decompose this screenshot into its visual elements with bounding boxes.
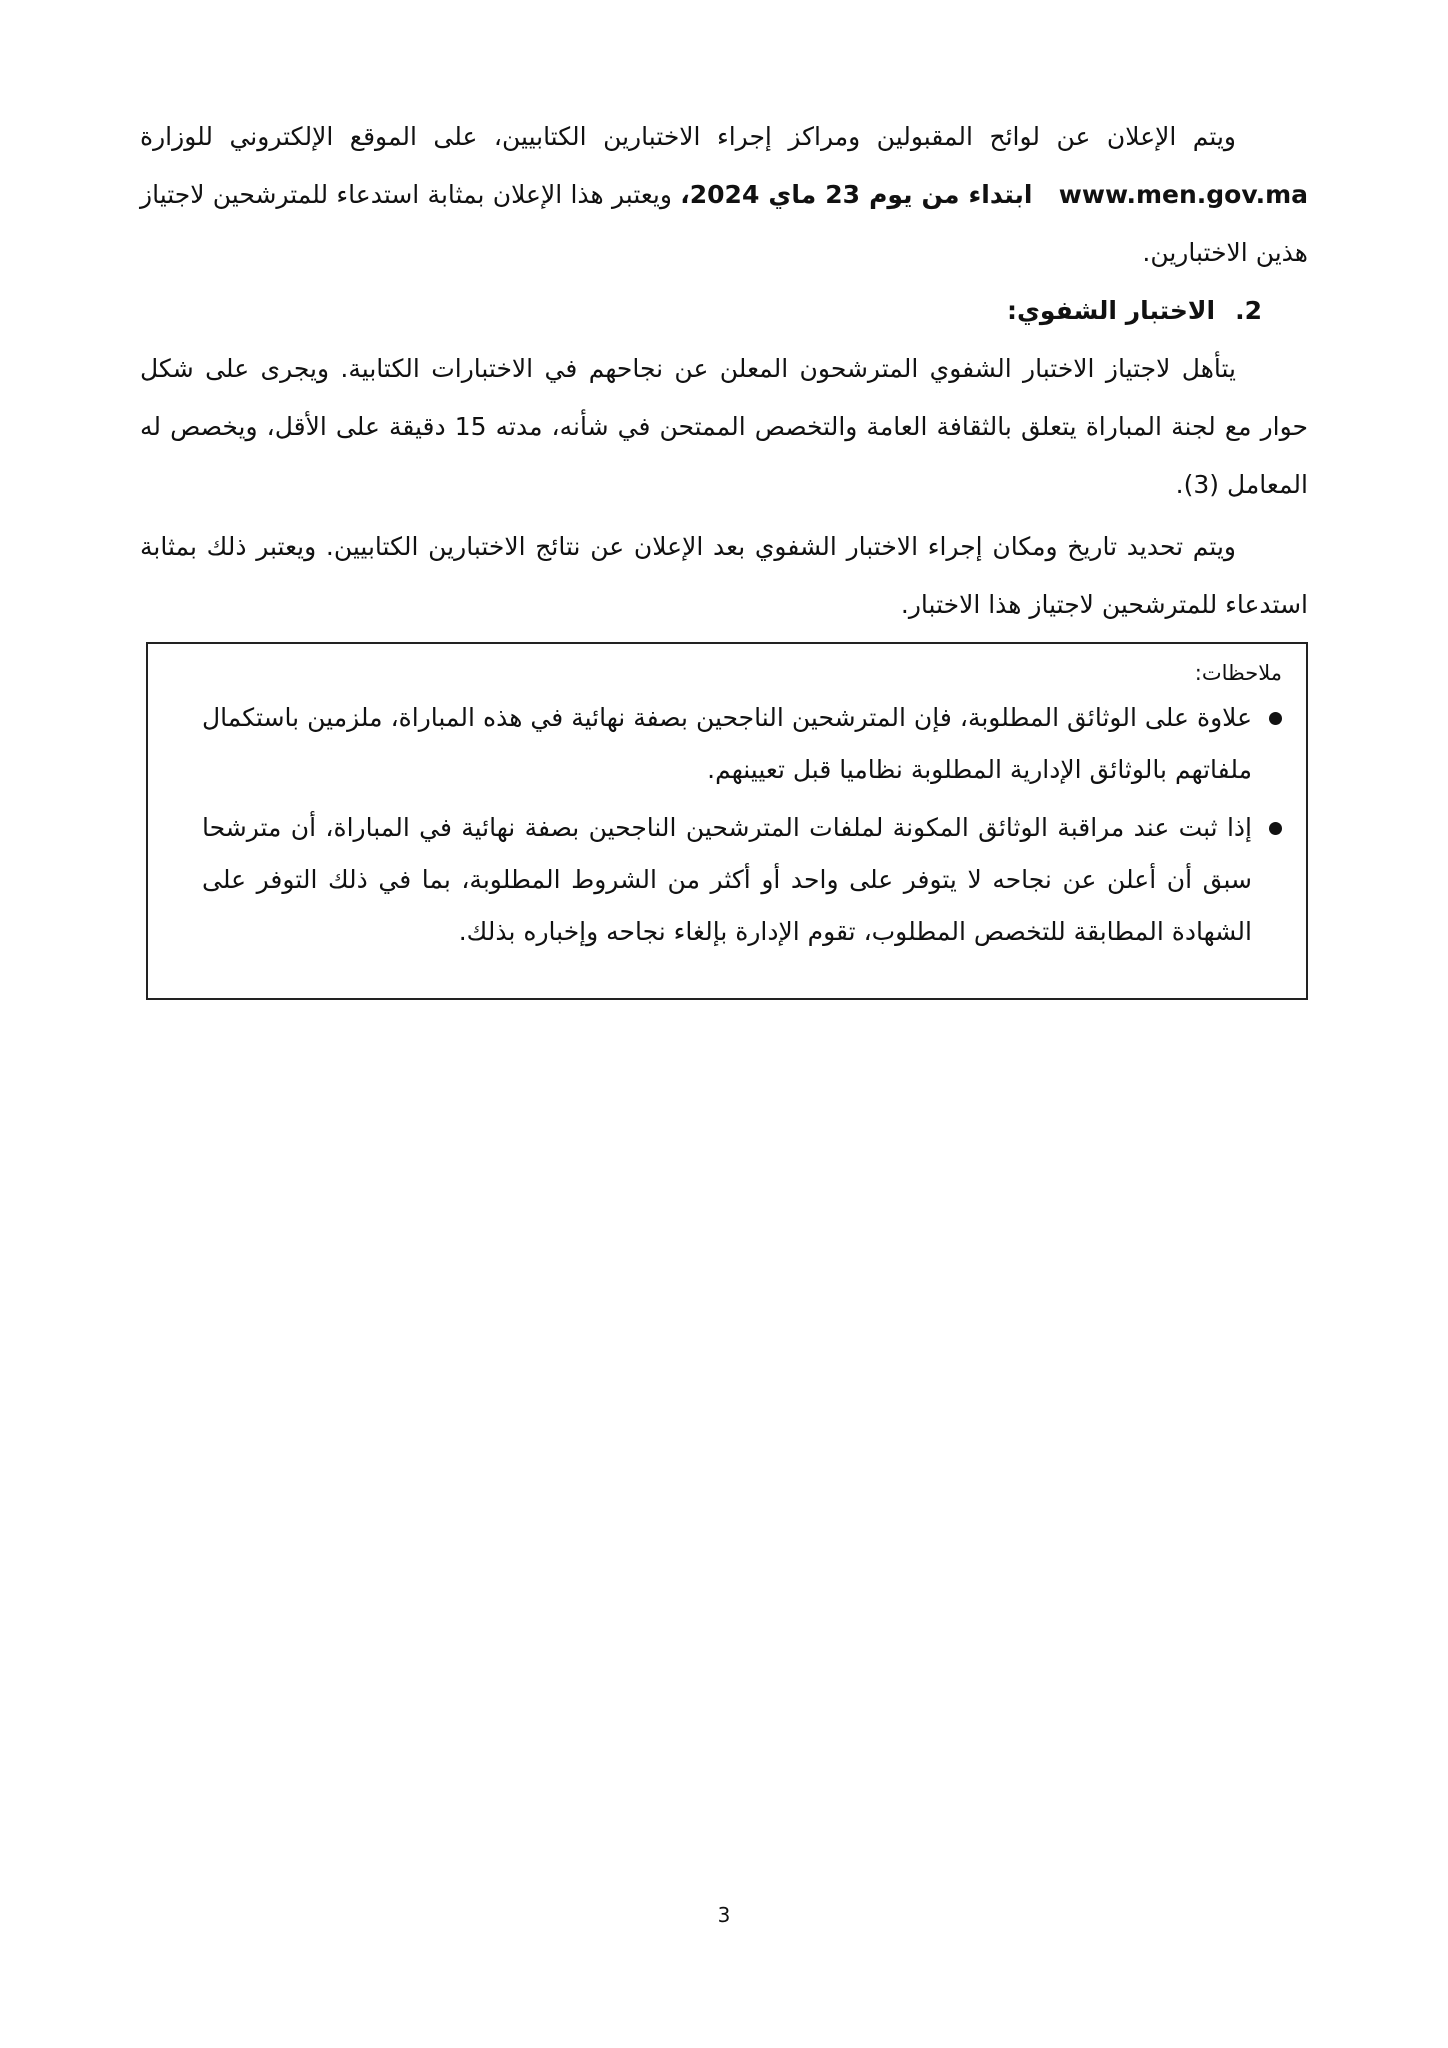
announcement-tail-text: ويعتبر هذا الإعلان بمثابة استدعاء للمترشحين لاجتياز هذين الاختبارين. — [140, 180, 1308, 267]
section-number: 2. — [1235, 296, 1262, 325]
oral-exam-schedule-paragraph: ويتم تحديد تاريخ ومكان إجراء الاختبار الشفوي بعد الإعلان عن نتائج الاختبارين الكتابيين. ويعتبر ذلك بمثابة استدعاء للمترشحين لاجتياز هذا الاختبار. — [140, 532, 1308, 619]
ministry-website-url: www.men.gov.ma — [1058, 180, 1309, 209]
list-item — [202, 802, 1282, 958]
note-text: إذا ثبت عند مراقبة الوثائق المكونة لملفات المترشحين الناجحين بصفة نهائية في المباراة، أن مترشحا سبق أن أعلن عن نجاحه لا يتوفر على واحد أو أكثر من الشروط المطلوبة، بما في ذلك التوفر على الشهادة المطابقة للتخصص المطلوب، تقوم الإدارة بإلغاء نجاحه وإخباره بذلك. — [202, 813, 1252, 946]
announcement-paragraph — [140, 108, 1308, 282]
note-text: علاوة على الوثائق المطلوبة، فإن المترشحين الناجحين بصفة نهائية في هذه المباراة، ملزمين باستكمال ملفاتهم بالوثائق الإدارية المطلوبة نظاميا قبل تعيينهم. — [202, 703, 1252, 784]
oral-exam-paragraph: يتأهل لاجتياز الاختبار الشفوي المترشحون المعلن عن نجاحهم في الاختبارات الكتابية. ويجرى على شكل حوار مع لجنة المباراة يتعلق بالثقافة العامة والتخصص الممتحن في شأنه، مدته 15 دقيقة على الأقل، ويخصص له المعامل (3). — [140, 354, 1308, 499]
list-item — [202, 692, 1282, 796]
section-title: الاختبار الشفوي: — [1007, 296, 1216, 325]
notes-title: ملاحظات: — [1194, 661, 1282, 685]
bullet-icon — [1269, 712, 1282, 725]
announcement-lead-text: ويتم الإعلان عن لوائح المقبولين ومراكز إجراء الاختبارين الكتابيين، على الموقع الإلكتروني للوزارة — [140, 122, 1236, 151]
notes-list — [202, 692, 1282, 964]
notes-box — [146, 642, 1308, 1000]
section-heading — [140, 282, 1308, 340]
page-number: 3 — [717, 1903, 731, 1927]
announcement-date: ابتداء من يوم 23 ماي 2024، — [680, 180, 1033, 209]
bullet-icon — [1269, 822, 1282, 835]
main-content — [140, 108, 1308, 634]
